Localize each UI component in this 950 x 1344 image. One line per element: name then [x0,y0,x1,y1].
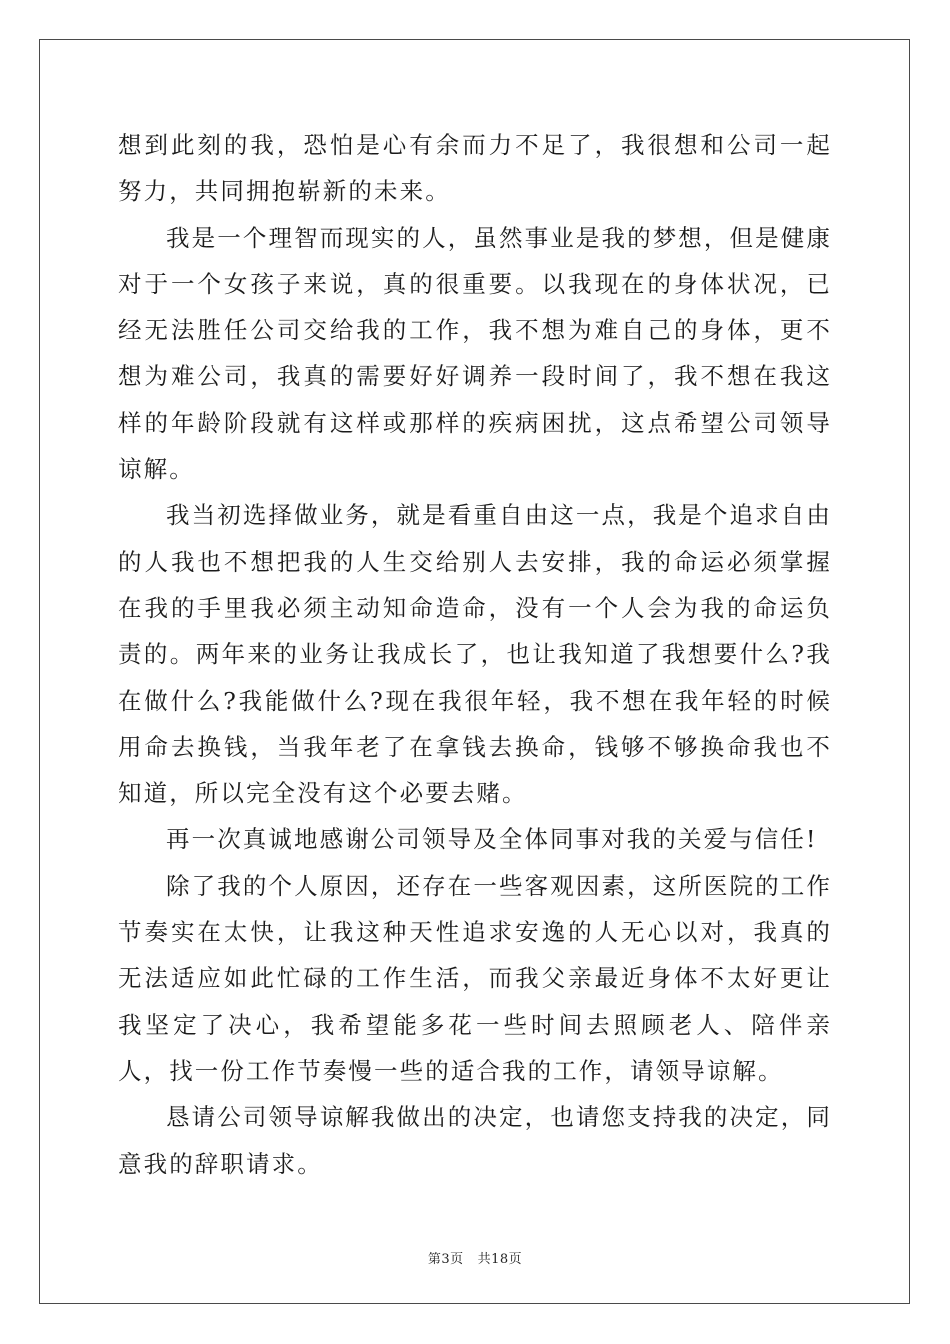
paragraph: 我当初选择做业务，就是看重自由这一点，我是个追求自由的人我也不想把我的人生交给别人去安排，我的命运必须掌握在我的手里我必须主动知命造命，没有一个人会为我的命运负责的。两年来的业务让我成长了，也让我知道了我想要什么?我在做什么?我能做什么?现在我很年轻，我不想在我年轻的时候用命去换钱，当我年老了在拿钱去换命，钱够不够换命我也不知道，所以完全没有这个必要去赌。 [118,501,832,808]
page-footer [0,1248,950,1267]
paragraph: 我是一个理智而现实的人，虽然事业是我的梦想，但是健康对于一个女孩子来说，真的很重要。以我现在的身体状况，已经无法胜任公司交给我的工作，我不想为难自己的身体，更不想为难公司，我真的需要好好调养一段时间了，我不想在我这样的年龄阶段就有这样或那样的疾病困扰，这点希望公司领导谅解。 [118,223,832,484]
paragraph: 除了我的个人原因，还存在一些客观因素，这所医院的工作节奏实在太快，让我这种天性追求安逸的人无心以对，我真的无法适应如此忙碌的工作生活，而我父亲最近身体不太好更让我坚定了决心，我希望能多花一些时间去照顾老人、陪伴亲人，找一份工作节奏慢一些的适合我的工作，请领导谅解。 [118,871,832,1085]
paragraph: 再一次真诚地感谢公司领导及全体同事对我的关爱与信任! [166,825,818,854]
paragraph: 恳请公司领导谅解我做出的决定，也请您支持我的决定，同意我的辞职请求。 [118,1103,832,1178]
document-body [118,122,832,1187]
page-total: 共18页 [477,1252,523,1267]
page-number: 第3页 [427,1252,464,1267]
paragraph: 想到此刻的我，恐怕是心有余而力不足了，我很想和公司一起努力，共同拥抱崭新的未来。 [118,131,832,206]
